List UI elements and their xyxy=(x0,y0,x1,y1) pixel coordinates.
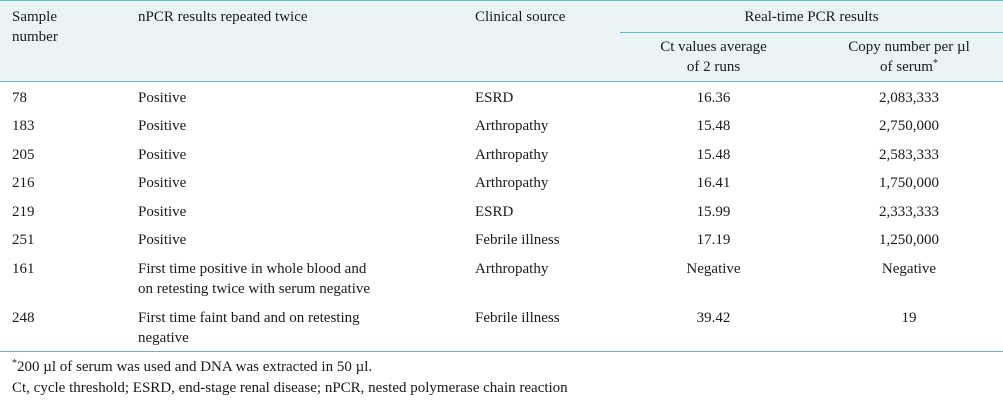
cell-npcr: Positive xyxy=(138,118,187,134)
footnote-1-sup: * xyxy=(12,358,17,369)
cell-copy: Negative xyxy=(881,261,937,277)
footnote-2: Ct, cycle threshold; ESRD, end-stage renal disease; nPCR, nested polymerase chain reaction xyxy=(12,380,568,396)
cell-ct: 15.48 xyxy=(696,147,731,163)
table-body xyxy=(0,82,1003,352)
cell-ct: 15.48 xyxy=(696,118,731,134)
cell-npcr xyxy=(138,308,360,348)
cell-npcr-line2: on retesting twice with serum negative xyxy=(138,281,371,297)
cell-copy: 1,750,000 xyxy=(879,175,939,191)
cell-npcr-line1: First time positive in whole blood and xyxy=(138,261,367,277)
cell-sample: 216 xyxy=(12,175,35,191)
cell-npcr: Positive xyxy=(138,204,187,220)
cell-source: Arthropathy xyxy=(475,147,549,163)
cell-copy: 2,083,333 xyxy=(879,90,939,106)
header-sample-number: Sample number xyxy=(12,9,58,45)
cell-npcr-line1: First time faint band and on retesting xyxy=(138,310,360,326)
cell-sample: 205 xyxy=(12,147,35,163)
cell-copy: 2,333,333 xyxy=(879,204,939,220)
cell-source: Febrile illness xyxy=(475,232,560,248)
cell-ct: 16.41 xyxy=(696,175,731,191)
cell-ct: Negative xyxy=(686,261,741,277)
cell-npcr: Positive xyxy=(138,232,187,248)
cell-copy: 2,750,000 xyxy=(879,118,939,134)
cell-ct: 39.42 xyxy=(696,310,731,326)
header-copy-line2: of serum xyxy=(880,59,933,75)
cell-sample: 251 xyxy=(12,232,35,248)
cell-ct: 15.99 xyxy=(696,204,731,220)
header-realtime-pcr: Real-time PCR results xyxy=(744,9,879,25)
cell-sample: 161 xyxy=(12,261,35,277)
footnote-1-text: 200 µl of serum was used and DNA was extracted in 50 µl. xyxy=(17,359,373,375)
cell-sample: 248 xyxy=(12,310,35,326)
header-subrule xyxy=(620,32,1003,33)
cell-ct: 16.36 xyxy=(696,90,731,106)
cell-copy: 1,250,000 xyxy=(879,232,939,248)
header-clinical-source: Clinical source xyxy=(475,9,566,25)
cell-npcr: Positive xyxy=(138,175,187,191)
header-ct-values xyxy=(620,37,807,77)
header-ct-line1: Ct values average xyxy=(660,39,767,55)
cell-npcr: Positive xyxy=(138,90,187,106)
cell-copy: 2,583,333 xyxy=(879,147,939,163)
cell-source: Arthropathy xyxy=(475,175,549,191)
cell-source: Arthropathy xyxy=(475,261,549,277)
cell-npcr xyxy=(138,259,370,299)
cell-npcr: Positive xyxy=(138,147,187,163)
cell-ct: 17.19 xyxy=(696,232,731,248)
cell-source: Arthropathy xyxy=(475,118,549,134)
cell-sample: 78 xyxy=(12,90,27,106)
header-copy-sup: * xyxy=(932,58,938,69)
header-npcr: nPCR results repeated twice xyxy=(138,9,308,25)
table-header xyxy=(0,0,1003,82)
header-ct-line2: of 2 runs xyxy=(686,59,741,75)
cell-npcr-line2: negative xyxy=(138,330,189,346)
cell-source: ESRD xyxy=(475,90,514,106)
cell-sample: 183 xyxy=(12,118,35,134)
cell-sample: 219 xyxy=(12,204,35,220)
cell-source: Febrile illness xyxy=(475,310,560,326)
cell-source: ESRD xyxy=(475,204,514,220)
footnote-1 xyxy=(12,357,372,377)
header-copy-number xyxy=(815,37,1003,77)
table-footnotes xyxy=(0,352,1003,402)
header-copy-line2-wrap xyxy=(815,57,1003,77)
header-copy-line1: Copy number per µl xyxy=(848,39,970,55)
cell-copy: 19 xyxy=(901,310,917,326)
